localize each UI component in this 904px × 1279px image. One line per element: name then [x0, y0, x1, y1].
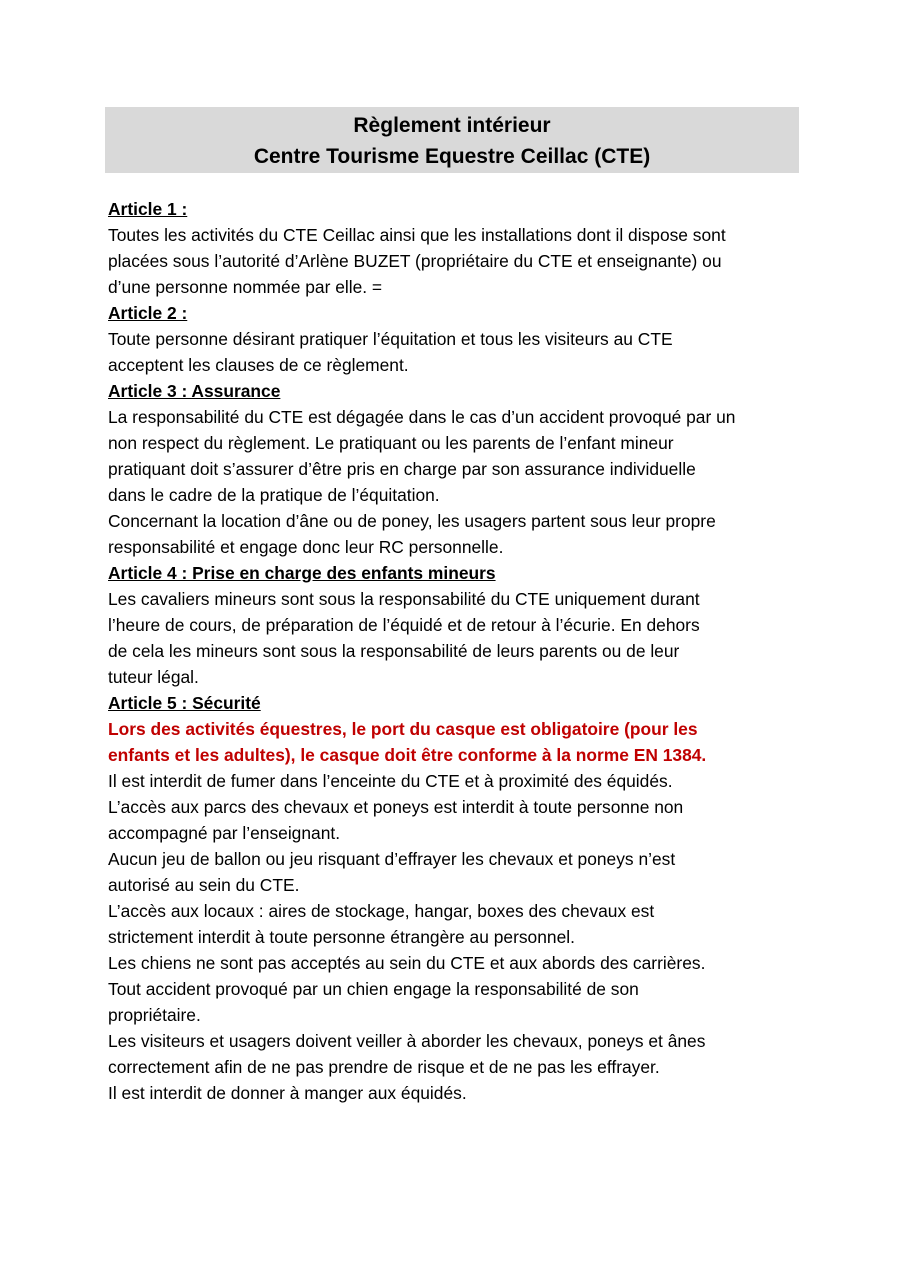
article-1-text: d’une personne nommée par elle. =: [108, 277, 383, 297]
document-subtitle: Centre Tourisme Equestre Ceillac (CTE): [253, 145, 651, 168]
article-2-text: Toute personne désirant pratiquer l’équitation et tous les visiteurs au CTE: [108, 329, 673, 349]
article-3-text: dans le cadre de la pratique de l’équitation.: [108, 485, 440, 505]
article-5-text: accompagné par l’enseignant.: [108, 823, 341, 843]
article-5-text: Il est interdit de donner à manger aux équidés.: [108, 1083, 467, 1103]
article-2-text: acceptent les clauses de ce règlement.: [108, 355, 409, 375]
article-5-text: strictement interdit à toute personne étrangère au personnel.: [108, 927, 575, 947]
article-5-heading: Article 5 : Sécurité: [108, 693, 261, 713]
article-5-text: Aucun jeu de ballon ou jeu risquant d’effrayer les chevaux et poneys n’est: [108, 849, 676, 869]
helmet-warning-text: Lors des activités équestres, le port du casque est obligatoire (pour les: [108, 719, 698, 739]
article-3-text: pratiquant doit s’assurer d’être pris en charge par son assurance individuelle: [108, 459, 696, 479]
article-4-text: tuteur légal.: [108, 667, 199, 687]
article-4-text: de cela les mineurs sont sous la responsabilité de leurs parents ou de leur: [108, 641, 680, 661]
article-5-text: L’accès aux parcs des chevaux et poneys est interdit à toute personne non: [108, 797, 684, 817]
article-4-heading: Article 4 : Prise en charge des enfants mineurs: [108, 563, 496, 583]
article-3-text: responsabilité et engage donc leur RC personnelle.: [108, 537, 504, 557]
document-title-box: [105, 107, 799, 173]
article-5-text: Les visiteurs et usagers doivent veiller à aborder les chevaux, poneys et ânes: [108, 1031, 706, 1051]
article-5-text: Il est interdit de fumer dans l’enceinte du CTE et à proximité des équidés.: [108, 771, 673, 791]
article-5-text: propriétaire.: [108, 1005, 201, 1025]
article-5-text: Les chiens ne sont pas acceptés au sein du CTE et aux abords des carrières.: [108, 953, 706, 973]
article-5-text: Tout accident provoqué par un chien engage la responsabilité de son: [108, 979, 639, 999]
article-3-text: La responsabilité du CTE est dégagée dans le cas d’un accident provoqué par un: [108, 407, 736, 427]
article-2-heading: Article 2 :: [108, 303, 188, 323]
article-5-text: L’accès aux locaux : aires de stockage, hangar, boxes des chevaux est: [108, 901, 655, 921]
article-1-text: Toutes les activités du CTE Ceillac ainsi que les installations dont il dispose sont: [108, 225, 726, 245]
document-title: Règlement intérieur: [353, 114, 551, 137]
article-1-text: placées sous l’autorité d’Arlène BUZET (propriétaire du CTE et enseignante) ou: [108, 251, 722, 271]
article-5-text: correctement afin de ne pas prendre de risque et de ne pas les effrayer.: [108, 1057, 660, 1077]
article-1-heading: Article 1 :: [108, 199, 188, 219]
article-3-text: non respect du règlement. Le pratiquant ou les parents de l’enfant mineur: [108, 433, 674, 453]
document-body: [108, 196, 808, 1106]
article-4-text: Les cavaliers mineurs sont sous la responsabilité du CTE uniquement durant: [108, 589, 700, 609]
article-4-text: l’heure de cours, de préparation de l’équidé et de retour à l’écurie. En dehors: [108, 615, 700, 635]
article-3-heading: Article 3 : Assurance: [108, 381, 281, 401]
article-3-text: Concernant la location d’âne ou de poney, les usagers partent sous leur propre: [108, 511, 716, 531]
helmet-warning-text: enfants et les adultes), le casque doit être conforme à la norme EN 1384.: [108, 745, 707, 765]
article-5-text: autorisé au sein du CTE.: [108, 875, 300, 895]
